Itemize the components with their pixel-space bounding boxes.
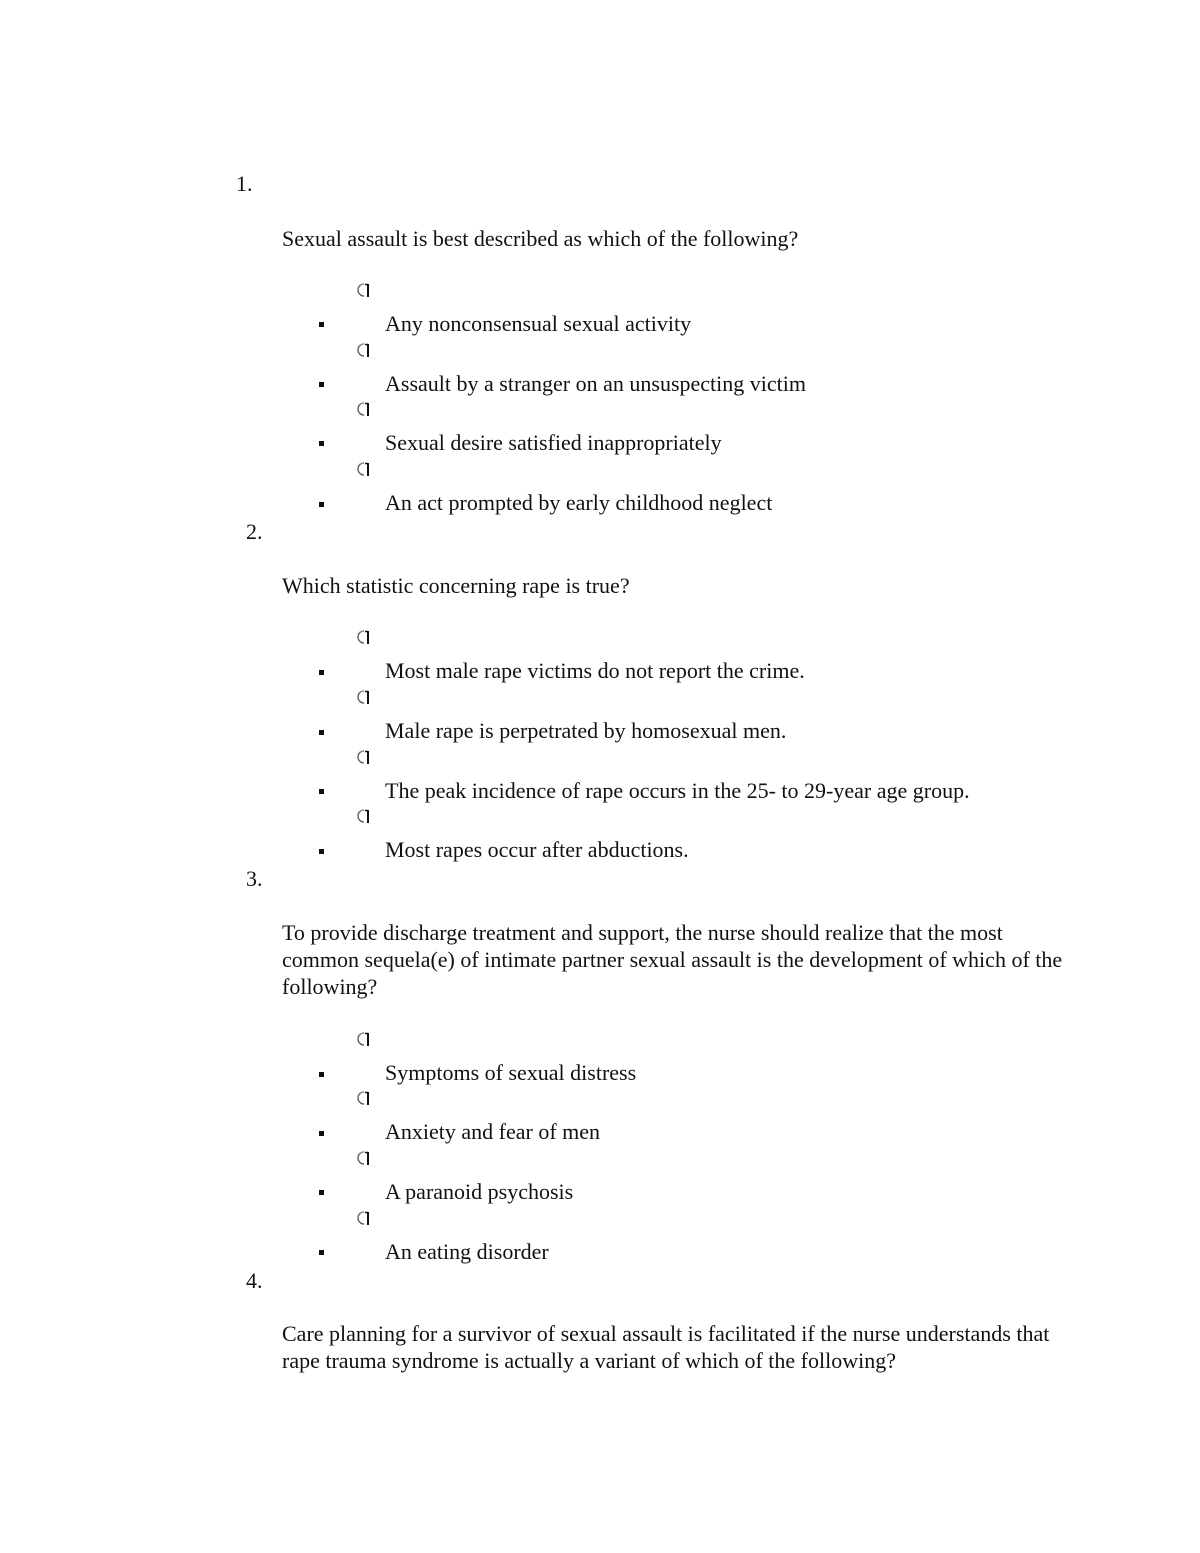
question-2-option-1[interactable]: Most male rape victims do not report the crime. bbox=[385, 658, 805, 683]
question-3-option-3[interactable]: A paranoid psychosis bbox=[385, 1179, 574, 1204]
bullet-icon bbox=[319, 789, 324, 794]
radio-button-icon[interactable] bbox=[355, 282, 371, 298]
question-1-option-2[interactable]: Assault by a stranger on an unsuspecting victim bbox=[385, 371, 806, 396]
bullet-icon bbox=[319, 1131, 324, 1136]
radio-button-icon[interactable] bbox=[355, 1031, 371, 1047]
question-1-number: 1. bbox=[236, 171, 253, 196]
question-1-text: Sexual assault is best described as which of the following? bbox=[282, 226, 799, 251]
bullet-icon bbox=[319, 322, 324, 327]
question-2-text: Which statistic concerning rape is true? bbox=[282, 573, 630, 598]
bullet-icon bbox=[319, 1072, 324, 1077]
question-1-option-4[interactable]: An act prompted by early childhood neglect bbox=[385, 490, 773, 515]
radio-button-icon[interactable] bbox=[355, 808, 371, 824]
question-3-text: To provide discharge treatment and support, the nurse should realize that the most common sequela(e) of intimate partner sexual assault is the development of which of the following? bbox=[282, 920, 1063, 999]
question-2-option-4[interactable]: Most rapes occur after abductions. bbox=[385, 837, 689, 862]
question-4-text: Care planning for a survivor of sexual assault is facilitated if the nurse understands that rape trauma syndrome is actually a variant of which of the following? bbox=[282, 1321, 1050, 1373]
bullet-icon bbox=[319, 441, 324, 446]
radio-button-icon[interactable] bbox=[355, 342, 371, 358]
question-3-option-2[interactable]: Anxiety and fear of men bbox=[385, 1119, 601, 1144]
question-2-option-3[interactable]: The peak incidence of rape occurs in the 25- to 29-year age group. bbox=[385, 778, 970, 803]
bullet-icon bbox=[319, 1190, 324, 1195]
radio-button-icon[interactable] bbox=[355, 689, 371, 705]
question-2-option-2[interactable]: Male rape is perpetrated by homosexual men. bbox=[385, 718, 787, 743]
radio-button-icon[interactable] bbox=[355, 1150, 371, 1166]
bullet-icon bbox=[319, 730, 324, 735]
question-3-number: 3. bbox=[246, 866, 263, 891]
bullet-icon bbox=[319, 502, 324, 507]
question-3-option-1[interactable]: Symptoms of sexual distress bbox=[385, 1060, 637, 1085]
radio-button-icon[interactable] bbox=[355, 629, 371, 645]
radio-button-icon[interactable] bbox=[355, 749, 371, 765]
radio-button-icon[interactable] bbox=[355, 461, 371, 477]
bullet-icon bbox=[319, 382, 324, 387]
radio-button-icon[interactable] bbox=[355, 1210, 371, 1226]
radio-button-icon[interactable] bbox=[355, 401, 371, 417]
question-1-option-3[interactable]: Sexual desire satisfied inappropriately bbox=[385, 430, 722, 455]
question-3-option-4[interactable]: An eating disorder bbox=[385, 1239, 549, 1264]
bullet-icon bbox=[319, 670, 324, 675]
bullet-icon bbox=[319, 849, 324, 854]
bullet-icon bbox=[319, 1250, 324, 1255]
question-1-option-1[interactable]: Any nonconsensual sexual activity bbox=[385, 311, 692, 336]
question-2-number: 2. bbox=[246, 519, 263, 544]
radio-button-icon[interactable] bbox=[355, 1090, 371, 1106]
question-4-number: 4. bbox=[246, 1268, 263, 1293]
